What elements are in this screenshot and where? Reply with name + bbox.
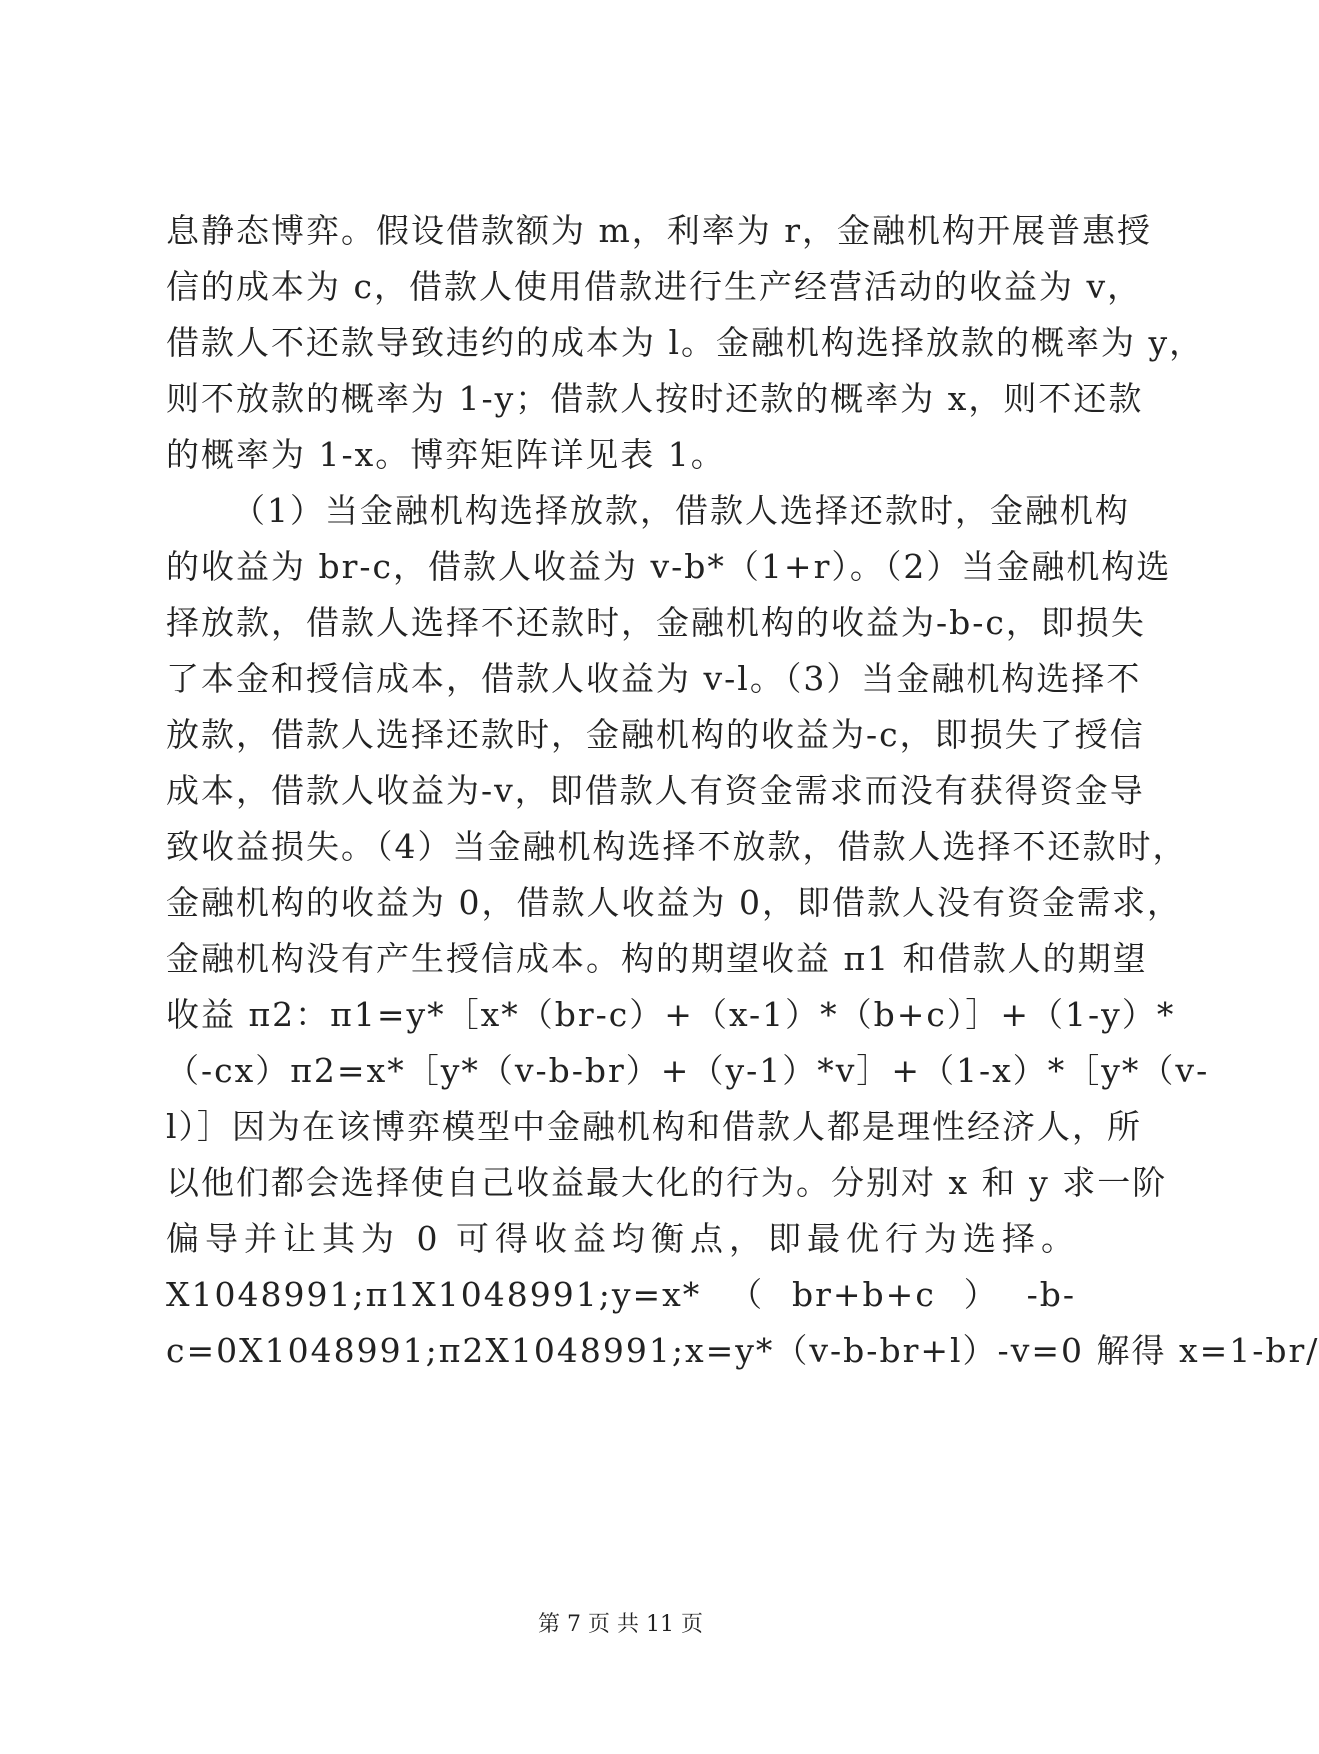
text-line: c=0X1048991;π2X1048991;x=y*（v-b-br+l）-v=0 解得 x=1-br/ <box>166 1331 1319 1370</box>
page-number: 第 7 页 共 11 页 <box>538 1612 703 1637</box>
text-line: 金融机构没有产生授信成本。构的期望收益 π1 和借款人的期望 <box>166 939 1148 978</box>
text-line: l）］因为在该博弈模型中金融机构和借款人都是理性经济人，所 <box>166 1107 1143 1146</box>
text-line: X1048991;π1X1048991;y=x*（br+b+c）-b- <box>166 1275 1076 1314</box>
text-line: 了本金和授信成本，借款人收益为 v-l。（3）当金融机构选择不 <box>166 659 1142 698</box>
text-line: 借款人不还款导致违约的成本为 l。金融机构选择放款的概率为 y， <box>166 323 1205 362</box>
text-line: 择放款，借款人选择不还款时，金融机构的收益为-b-c，即损失 <box>166 603 1146 642</box>
text-line: 信的成本为 c，借款人使用借款进行生产经营活动的收益为 v， <box>166 267 1143 306</box>
text-line: 以他们都会选择使自己收益最大化的行为。分别对 x 和 y 求一阶 <box>166 1163 1168 1202</box>
text-line: 收益 π2：π1=y*［x*（br-c）+（x-1）*（b+c）］+（1-y）* <box>166 995 1176 1034</box>
text-line: 成本，借款人收益为-v，即借款人有资金需求而没有获得资金导 <box>166 771 1145 810</box>
text-line: 则不放款的概率为 1-y；借款人按时还款的概率为 x，则不还款 <box>166 379 1144 418</box>
text-line: （1）当金融机构选择放款，借款人选择还款时，金融机构 <box>232 491 1130 530</box>
text-line: 的收益为 br-c，借款人收益为 v-b*（1+r）。（2）当金融机构选 <box>166 547 1172 586</box>
text-line: 息静态博弈。假设借款额为 m，利率为 r，金融机构开展普惠授 <box>166 211 1153 250</box>
text-line: 致收益损失。（4）当金融机构选择不放款，借款人选择不还款时， <box>166 827 1188 866</box>
text-line: 的概率为 1-x。博弈矩阵详见表 1。 <box>166 435 726 474</box>
text-line: 放款，借款人选择还款时，金融机构的收益为-c，即损失了授信 <box>166 715 1145 754</box>
text-line: （-cx）π2=x*［y*（v-b-br）+（y-1）*v］+（1-x）*［y*（v- <box>166 1051 1210 1090</box>
text-line: 金融机构的收益为 0，借款人收益为 0，即借款人没有资金需求， <box>166 883 1182 922</box>
text-line: 偏导并让其为 0 可得收益均衡点，即最优行为选择。 <box>166 1219 1076 1258</box>
